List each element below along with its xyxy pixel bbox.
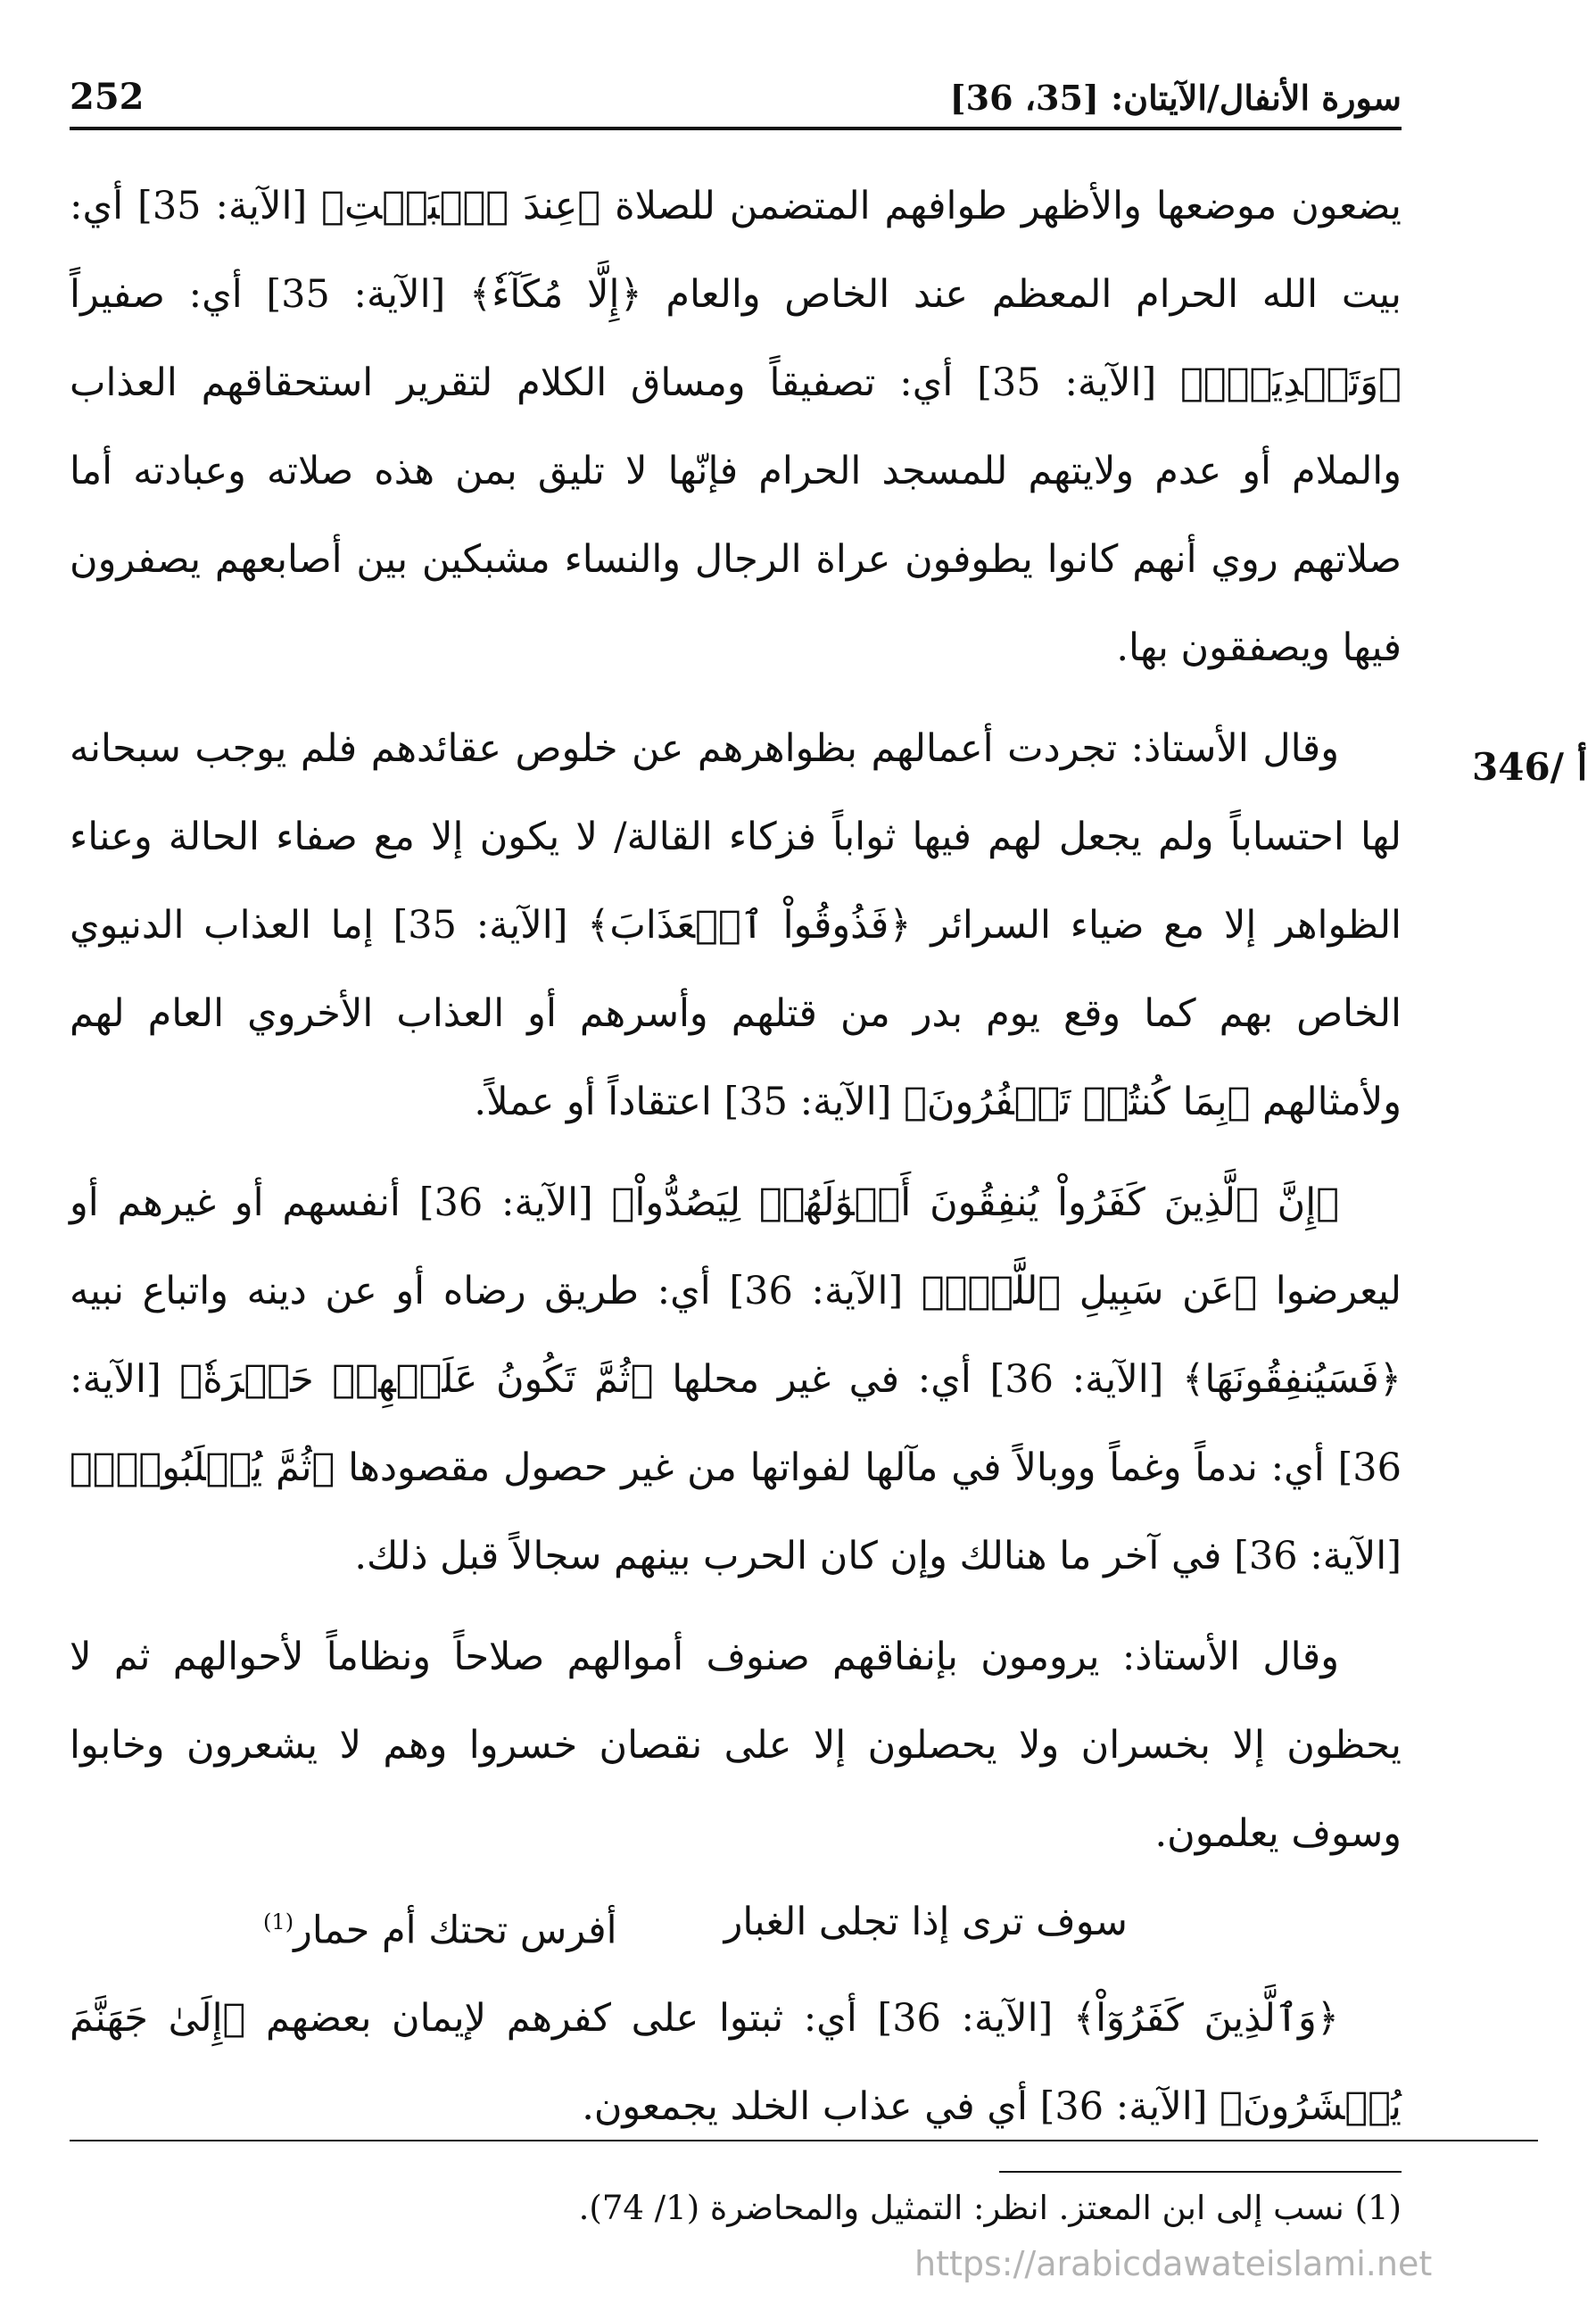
poetry-verse [70, 1878, 1402, 1975]
footnote-marker: (1) [263, 1909, 294, 1934]
paragraph-2: وقال الأستاذ: تجردت أعمالهم بظواهرهم عن خلوص عقائدهم فلم يوجب سبحانه لها احتساباً ولم يجعل لهم فيها ثواباً فزكاء القالة/ لا يكون إلا مع صفاء الحالة وعناء الظواهر إلا مع ضياء السرائر ﴿فَذُوقُواْ ٱلۡعَذَابَ﴾ [الآية: 35] إما العذاب الدنيوي الخاص بهم كما وقع يوم بدر من قتلهم وأسرهم أو العذاب الأخروي العام لهم ولأمثالهم ﴿بِمَا كُنتُمۡ تَكۡفُرُونَ﴾ [الآية: 35] اعتقاداً أو عملاً. [70, 726, 1402, 1124]
page-number: 252 [70, 76, 145, 118]
verse-first-hemistich: سوف ترى إذا تجلى الغبار [724, 1900, 1128, 1944]
manuscript-folio-note: 346/ أ [1472, 745, 1588, 789]
footnote: (1) نسب إلى ابن المعتز. انظر: التمثيل والمحاضرة (1/ 74). [578, 2189, 1402, 2227]
verse-second-hemistich [263, 1878, 617, 1975]
footnote-short-rule [999, 2171, 1402, 2173]
paragraph-4: وقال الأستاذ: يرومون بإنفاقهم صنوف أموالهم صلاحاً ونظاماً لأحوالهم ثم لا يحظون إلا بخسران ولا يحصلون إلا على نقصان خسروا وهم لا يشعرون وخابوا وسوف يعلمون. [70, 1635, 1402, 1856]
paragraph-5: ﴿وَٱلَّذِينَ كَفَرُوٓاْ﴾ [الآية: 36] أي: ثبتوا على كفرهم لإيمان بعضهم ﴿إِلَىٰ جَهَنَّمَ يُحۡشَرُونَ﴾ [الآية: 36] أي في عذاب الخلد يجمعون. [70, 1996, 1402, 2130]
footnote-separator [70, 2140, 1538, 2141]
paragraph-1: يضعون موضعها والأظهر طوافهم المتضمن للصلاة ﴿عِندَ ٱلۡبَيۡتِ﴾ [الآية: 35] أي: بيت الله الحرام المعظم عند الخاص والعام ﴿إِلَّا مُكَآءٗ﴾ [الآية: 35] أي: صفيراً ﴿وَتَصۡدِيَةٗۚ﴾ [الآية: 35] أي: تصفيقاً ومساق الكلام لتقرير استحقاقهم العذاب والملام أو عدم ولايتهم للمسجد الحرام فإنّها لا تليق بمن هذه صلاته وعبادته أما صلاتهم روي أنهم كانوا يطوفون عراة الرجال والنساء مشبكين بين أصابعهم يصفرون فيها ويصفقون بها. [70, 184, 1402, 670]
running-title: سورة الأنفال/الآيتان: [35، 36] [949, 78, 1402, 118]
page-header [70, 55, 1402, 118]
main-text [70, 162, 1402, 2151]
watermark: https://arabicdawateislami.net [914, 2244, 1433, 2283]
verse-second-text: أفرس تحتك أم حمار [294, 1908, 617, 1953]
paragraph-3: ﴿إِنَّ ٱلَّذِينَ كَفَرُواْ يُنفِقُونَ أَمۡوَٰلَهُمۡ لِيَصُدُّواْ﴾ [الآية: 36] أنفسهم أو غيرهم أو ليعرضوا ﴿عَن سَبِيلِ ٱللَّهِۚ﴾ [الآية: 36] أي: طريق رضاه أو عن دينه واتباع نبيه ﴿فَسَيُنفِقُونَهَا﴾ [الآية: 36] أي: في غير محلها ﴿ثُمَّ تَكُونُ عَلَيۡهِمۡ حَسۡرَةٗ﴾ [الآية: 36] أي: ندماً وغماً ووبالاً في مآلها لفواتها من غير حصول مقصودها ﴿ثُمَّ يُغۡلَبُونَۗ﴾ [الآية: 36] في آخر ما هنالك وإن كان الحرب بينهم سجالاً قبل ذلك. [70, 1180, 1402, 1578]
header-rule [70, 127, 1402, 130]
